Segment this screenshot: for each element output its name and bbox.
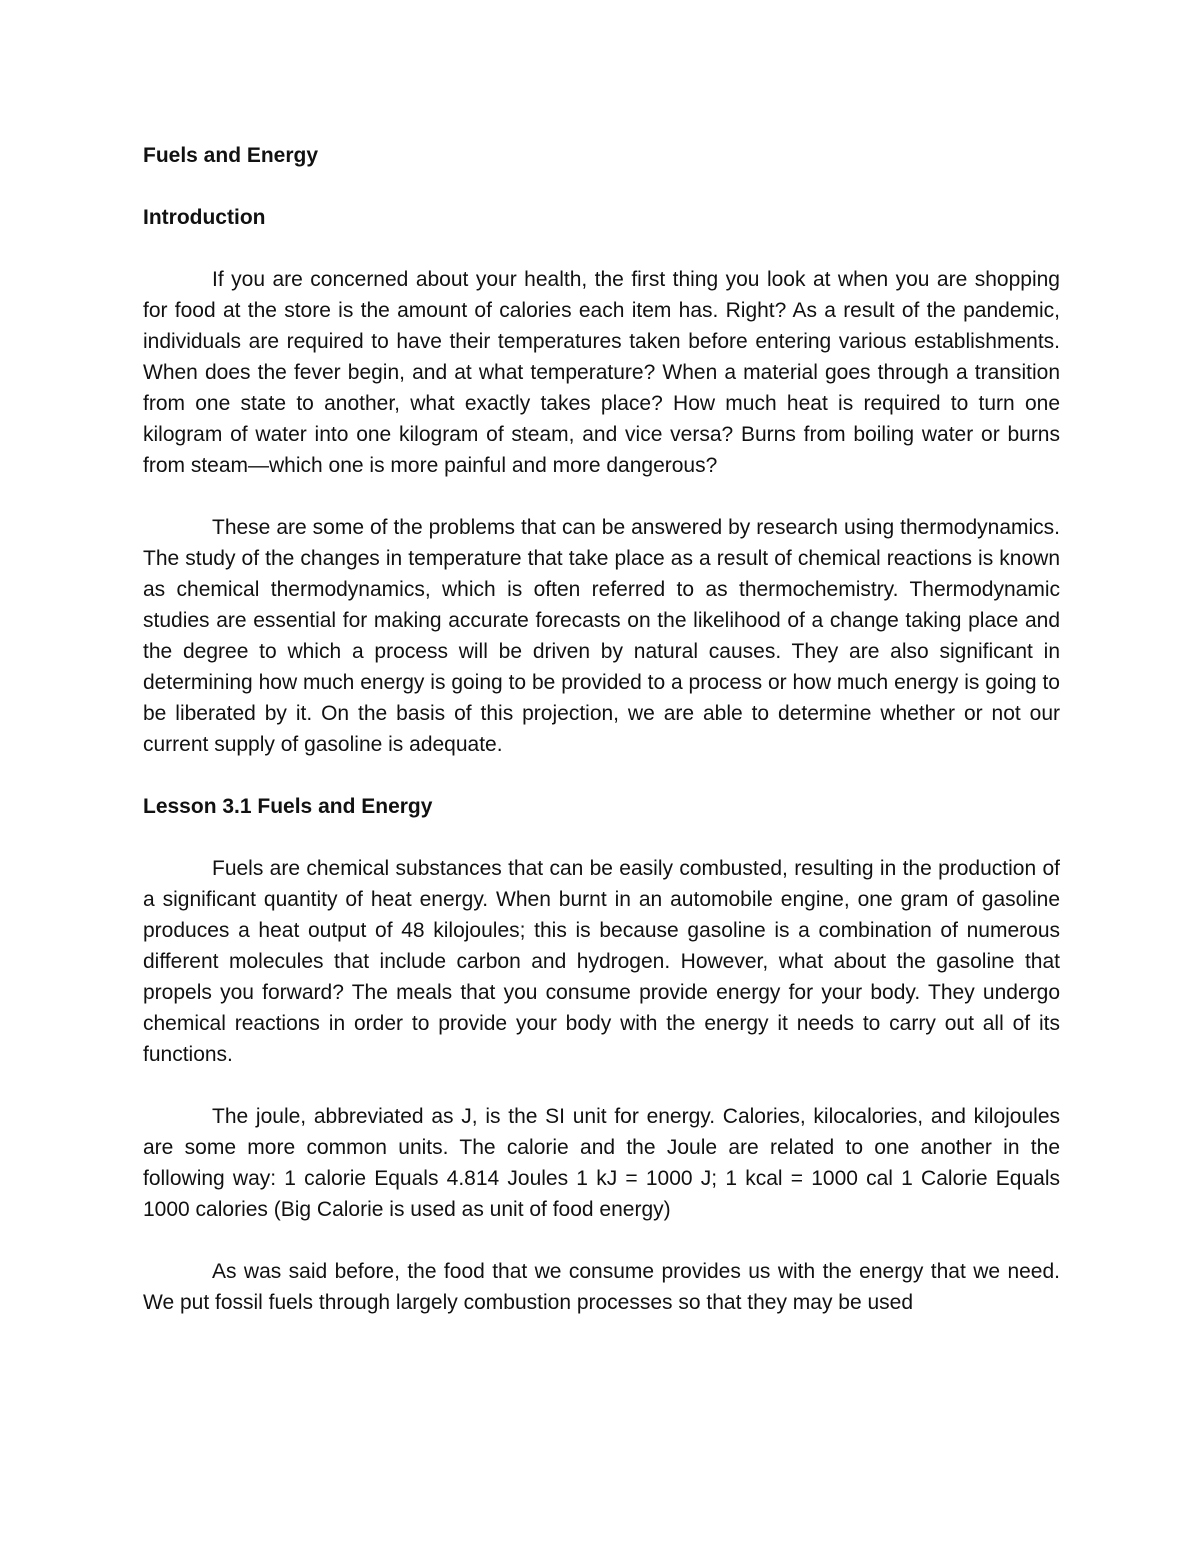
lesson-paragraph-2: The joule, abbreviated as J, is the SI unit for energy. Calories, kilocalories, and kilojoules are some more common units. The calorie and the Joule are related to one another in the following way: 1 calorie Equals 4.814 Joules 1 kJ = 1000 J; 1 kcal = 1000 cal 1 Calorie Equals 1000 calories (Big Calorie is used as unit of food energy) <box>143 1105 1060 1221</box>
document-body <box>143 140 1060 1318</box>
document-title: Fuels and Energy <box>143 144 319 167</box>
lesson-paragraph-3: As was said before, the food that we consume provides us with the energy that we need. We put fossil fuels through largely combustion processes so that they may be used <box>143 1260 1060 1314</box>
intro-paragraph-1: If you are concerned about your health, the first thing you look at when you are shopping for food at the store is the amount of calories each item has. Right? As a result of the pandemic, individuals are required to have their temperatures taken before entering various establishments. When does the fever begin, and at what temperature? When a material goes through a transition from one state to another, what exactly takes place? How much heat is required to turn one kilogram of water into one kilogram of steam, and vice versa? Burns from boiling water or burns from steam—which one is more painful and more dangerous? <box>143 268 1060 477</box>
intro-paragraph-2: These are some of the problems that can be answered by research using thermodynamics. The study of the changes in temperature that take place as a result of chemical reactions is known as chemical thermodynamics, which is often referred to as thermochemistry. Thermodynamic studies are essential for making accurate forecasts on the likelihood of a change taking place and the degree to which a process will be driven by natural causes. They are also significant in determining how much energy is going to be provided to a process or how much energy is going to be liberated by it. On the basis of this projection, we are able to determine whether or not our current supply of gasoline is adequate. <box>143 516 1060 756</box>
lesson-paragraph-1: Fuels are chemical substances that can be easily combusted, resulting in the production of a significant quantity of heat energy. When burnt in an automobile engine, one gram of gasoline produces a heat output of 48 kilojoules; this is because gasoline is a combination of numerous different molecules that include carbon and hydrogen. However, what about the gasoline that propels you forward? The meals that you consume provide energy for your body. They undergo chemical reactions in order to provide your body with the energy it needs to carry out all of its functions. <box>143 857 1060 1066</box>
section-heading-introduction: Introduction <box>143 206 266 229</box>
section-heading-lesson-3-1: Lesson 3.1 Fuels and Energy <box>143 795 433 818</box>
